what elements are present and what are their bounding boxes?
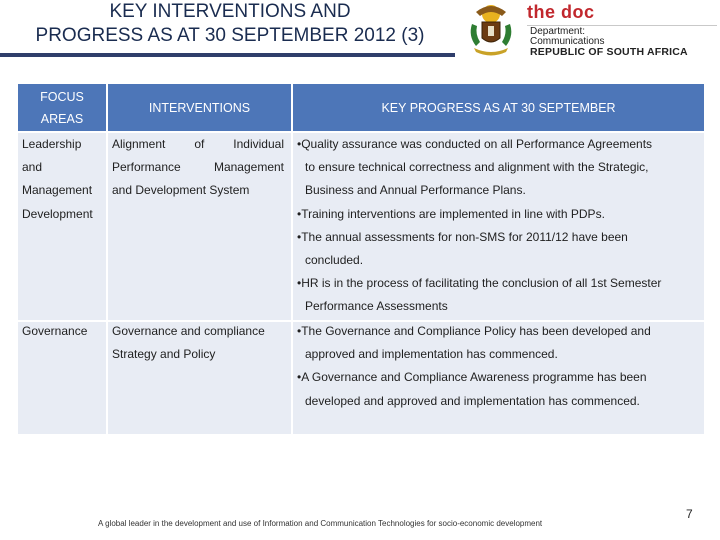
word: of [194, 137, 205, 151]
header-focus-line-2: AREAS [40, 111, 84, 126]
page-number: 7 [686, 507, 693, 521]
progress-line: Performance Assessments [305, 299, 448, 314]
intervention-line [112, 133, 284, 156]
progress-line: •Training interventions are implemented in line with PDPs. [297, 206, 605, 221]
department-name [530, 27, 688, 57]
focus-line: Management [22, 183, 93, 198]
row2-focus [22, 320, 104, 343]
title-underline [0, 53, 455, 57]
coat-of-arms-icon [462, 2, 520, 58]
word: Alignment [112, 137, 166, 151]
focus-line: Development [22, 206, 93, 221]
slide-title [0, 0, 460, 48]
focus-line: Governance [22, 324, 88, 338]
row1-progress [297, 133, 697, 319]
progress-line: Business and Annual Performance Plans. [305, 183, 526, 198]
dept-line-2: Communications [530, 36, 605, 47]
row2-interventions [112, 320, 284, 366]
brand-logo: the doc [527, 2, 595, 22]
focus-line: Leadership [22, 137, 82, 151]
intervention-line [112, 156, 284, 179]
dept-line-1: Department: [530, 26, 586, 37]
progress-line: •HR is in the process of facilitating the conclusion of all 1st Semester [297, 276, 662, 291]
progress-line: developed and approved and implementation has commenced. [305, 393, 640, 408]
dept-line-3: REPUBLIC OF SOUTH AFRICA [530, 46, 688, 58]
header-focus-line-1: FOCUS [40, 89, 84, 104]
progress-table [18, 84, 704, 434]
progress-line: concluded. [305, 252, 364, 267]
title-line-1: KEY INTERVENTIONS AND [109, 1, 351, 22]
intervention-line: Strategy and Policy [112, 347, 216, 362]
row1-focus [22, 133, 104, 226]
focus-line: and [22, 160, 43, 175]
progress-line: to ensure technical correctness and alignment with the Strategic, [305, 160, 649, 175]
header-interventions: INTERVENTIONS [108, 84, 291, 131]
progress-line: •The Governance and Compliance Policy has been developed and [297, 324, 651, 338]
row2-progress [297, 320, 697, 413]
word: Individual [233, 137, 284, 151]
word: Management [213, 160, 284, 175]
progress-line: approved and implementation has commenced. [305, 347, 558, 362]
title-line-2: PROGRESS AS AT 30 SEPTEMBER 2012 (3) [35, 25, 425, 46]
header-focus-areas [18, 84, 106, 131]
progress-line: •Quality assurance was conducted on all Performance Agreements [297, 137, 653, 151]
row1-interventions [112, 133, 284, 203]
header-key-progress: KEY PROGRESS AS AT 30 SEPTEMBER [293, 84, 704, 131]
progress-line: •A Governance and Compliance Awareness programme has been [297, 370, 647, 385]
intervention-line: Governance and compliance [112, 324, 265, 338]
footer-tagline: A global leader in the development and use of Information and Communication Technologies for socio-economic development [98, 519, 543, 528]
intervention-line: and Development System [112, 183, 250, 198]
progress-line: •The annual assessments for non-SMS for 2011/12 have been [297, 229, 628, 244]
word: Performance [112, 160, 181, 175]
